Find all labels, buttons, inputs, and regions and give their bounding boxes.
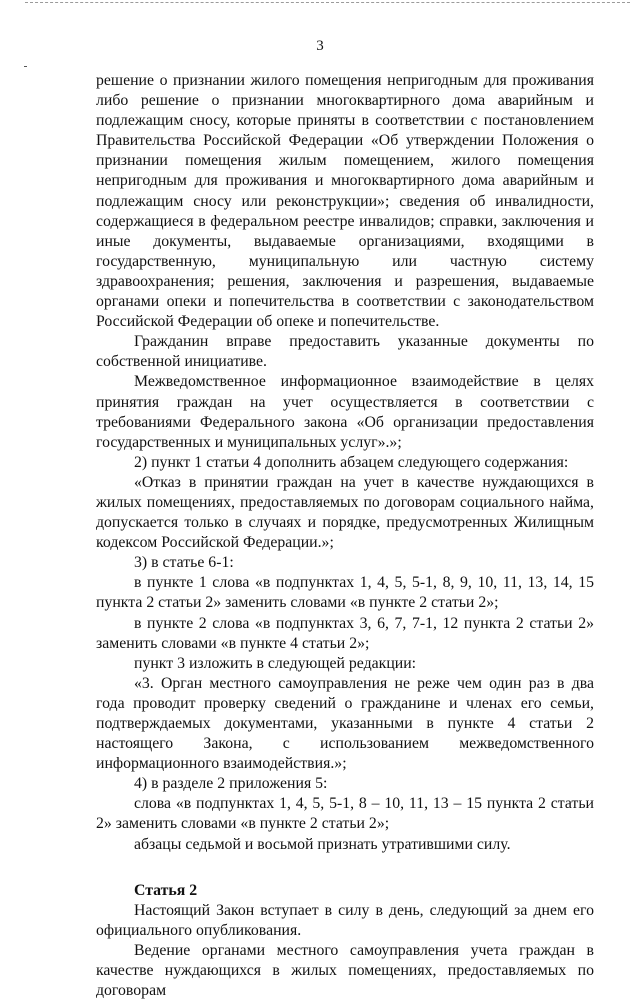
section-spacer (96, 855, 594, 881)
paragraph-point-3-text: «3. Орган местного самоуправления не реже чем один раз в два года проводит проверку сведений о гражданине и членах его семьи, подтверждаемых документами, указанными в пункте 4 статьи 2 настоящего Закона, с использованием межведомственного информационного взаимодействия.»; (96, 674, 594, 773)
paragraph-entry-into-force: Настоящий Закон вступает в силу в день, следующий за днем его официального опубликования. (96, 901, 594, 939)
page-number: 3 (316, 38, 324, 54)
scan-margin-mark (24, 66, 27, 67)
paragraph-repeal: абзацы седьмой и восьмой признать утратившими силу. (134, 835, 511, 853)
paragraph-point-3-intro: пункт 3 изложить в следующей редакции: (134, 654, 417, 672)
paragraph-item-4: 4) в разделе 2 приложения 5: (134, 775, 328, 793)
paragraph-item-3: 3) в статье 6-1: (134, 554, 234, 572)
paragraph-point-1-amendment: в пункте 1 слова «в подпунктах 1, 4, 5, 5-1, 8, 9, 10, 11, 13, 14, 15 пункта 2 статьи 2» заменить словами «в пункте 2 статьи 2»; (96, 574, 594, 612)
scan-top-edge (25, 2, 630, 5)
paragraph-item-2: 2) пункт 1 статьи 4 дополнить абзацем следующего содержания: (134, 453, 569, 471)
paragraph-own-initiative: Гражданин вправе предоставить указанные документы по собственной инициативе. (96, 333, 594, 371)
document-body (96, 71, 594, 1001)
paragraph-refusal-clause: «Отказ в принятии граждан на учет в качестве нуждающихся в жилых помещениях, предоставляемых по договорам социального найма, допускается только в случаях и порядке, предусмотренных Жилищным кодексом Российской Федерации.»; (96, 473, 594, 552)
paragraph-interagency-interaction: Межведомственное информационное взаимодействие в целях принятия граждан на учет осуществляется в соответствии с требованиями Федерального закона «Об организации предоставления государственных и муниципальных услуг».»; (96, 373, 594, 451)
paragraph-point-2-amendment: в пункте 2 слова «в подпунктах 3, 6, 7, 7-1, 12 пункта 2 статьи 2» заменить словами «в пункте 4 статьи 2»; (96, 614, 594, 652)
article-heading: Статья 2 (134, 881, 198, 899)
paragraph-appendix-amendment: слова «в подпунктах 1, 4, 5, 5-1, 8 – 10, 11, 13 – 15 пункта 2 статьи 2» заменить словами «в пункте 2 статьи 2»; (96, 795, 594, 833)
paragraph-registry-continuation: Ведение органами местного самоуправления учета граждан в качестве нуждающихся в жилых помещениях, предоставляемых по договорам (96, 941, 594, 1000)
paragraph-documents-list: решение о признании жилого помещения непригодным для проживания либо решение о признании многоквартирного дома аварийным и подлежащим сносу, которые приняты в соответствии с постановлением Правительства Российской Федерации «Об утверждении Положения о признании помещения жилым помещением, жилого помещения непригодным для проживания и многоквартирного дома аварийным и подлежащим сносу или реконструкции»; сведения об инвалидности, содержащиеся в федеральном реестре инвалидов; справки, заключения и иные документы, выдаваемые организациями, входящими в государственную, муниципальную или частную систему здравоохранения; решения, заключения и разрешения, выдаваемые органами опеки и попечительства в соответствии с законодательством Российской Федерации об опеке и попечительстве. (96, 72, 594, 331)
